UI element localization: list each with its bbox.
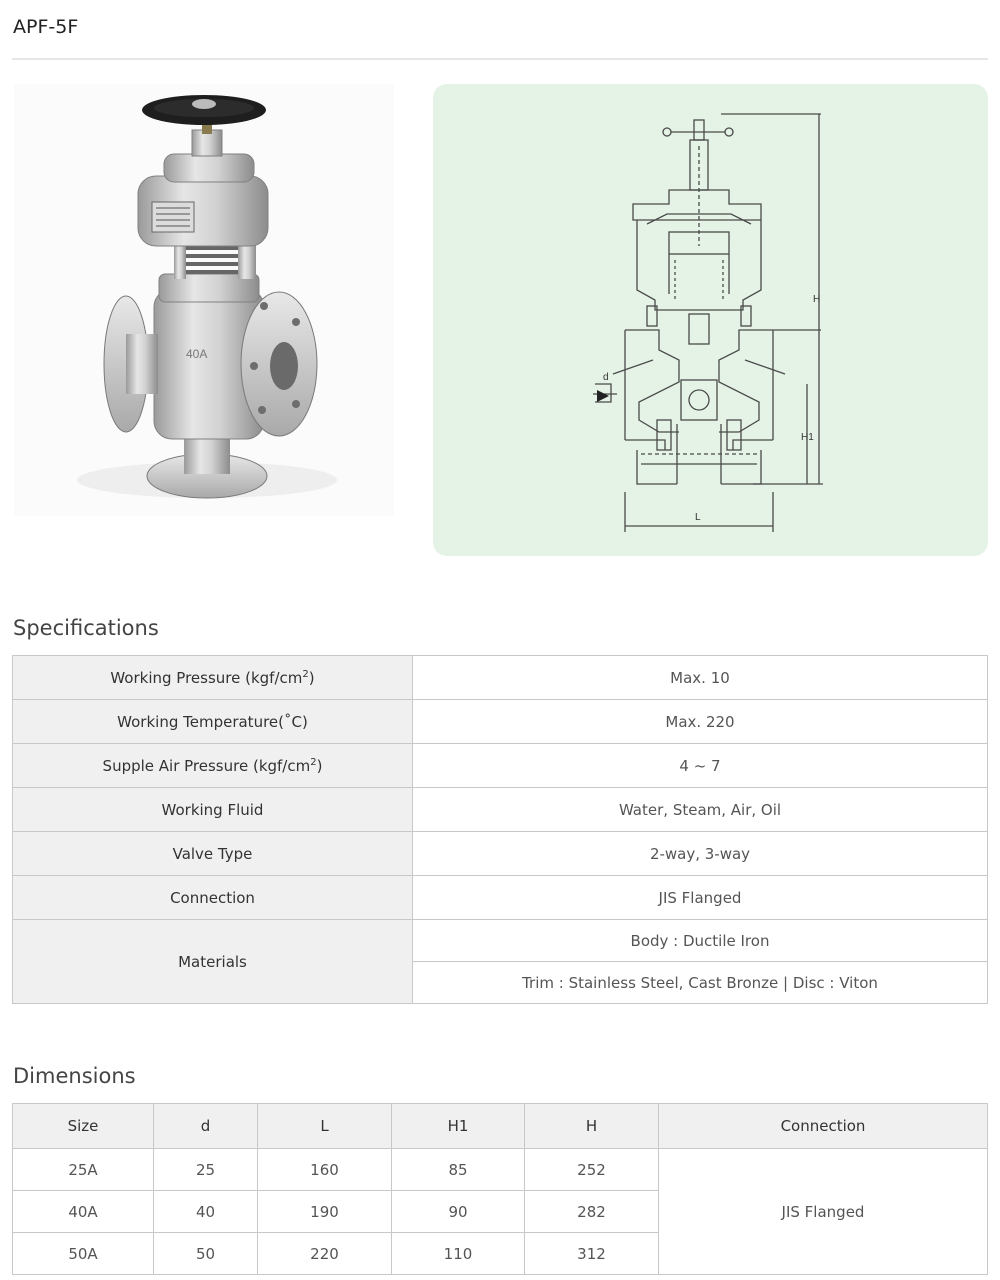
technical-drawing-panel xyxy=(433,84,988,556)
spec-label: Working Pressure $(kgf/cm^2)$ xyxy=(13,656,413,700)
table-cell: 190 xyxy=(258,1191,392,1233)
dimensions-table xyxy=(12,1103,988,1275)
table-header-row xyxy=(13,1104,988,1149)
dimension-label-d: d xyxy=(603,372,609,383)
table-cell: 110 xyxy=(392,1233,525,1275)
column-header-h: H xyxy=(525,1104,659,1149)
photo-plate-text: 40A xyxy=(186,347,208,361)
flow-arrow-icon xyxy=(597,390,609,402)
spec-value: 2-way, 3-way xyxy=(413,832,988,876)
table-cell: 40A xyxy=(13,1191,154,1233)
column-header-d: d xyxy=(154,1104,258,1149)
table-cell: 282 xyxy=(525,1191,659,1233)
dimension-label-l: L xyxy=(695,512,701,523)
spec-value: 4 ~ 7 xyxy=(413,744,988,788)
table-cell: 40 xyxy=(154,1191,258,1233)
spec-value: Max. 220 xyxy=(413,700,988,744)
table-cell: 252 xyxy=(525,1149,659,1191)
table-row xyxy=(13,1149,988,1191)
column-header-h1: H1 xyxy=(392,1104,525,1149)
spec-value: JIS Flanged xyxy=(413,876,988,920)
table-row xyxy=(13,744,988,788)
dimensions-heading: Dimensions xyxy=(13,1064,136,1088)
specifications-table xyxy=(12,655,988,1004)
table-cell: 85 xyxy=(392,1149,525,1191)
table-cell: 160 xyxy=(258,1149,392,1191)
table-cell: 50 xyxy=(154,1233,258,1275)
table-cell: 50A xyxy=(13,1233,154,1275)
specifications-heading: Specifications xyxy=(13,616,159,640)
table-cell: 90 xyxy=(392,1191,525,1233)
spec-label: Working Temperature(˚C) xyxy=(13,700,413,744)
spec-label-materials: Materials xyxy=(13,920,413,1004)
valve-section-drawing xyxy=(433,84,988,556)
valve-photo-illustration xyxy=(14,84,394,516)
spec-label: Connection xyxy=(13,876,413,920)
title-divider xyxy=(12,58,988,60)
table-cell: 312 xyxy=(525,1233,659,1275)
spec-value-materials-trim: Trim : Stainless Steel, Cast Bronze | Disc : Viton xyxy=(413,962,988,1004)
spec-label: Supple Air Pressure $(kgf/cm^2)$ xyxy=(13,744,413,788)
table-row xyxy=(13,920,988,962)
dimension-label-h: H xyxy=(813,294,821,305)
column-header-l: L xyxy=(258,1104,392,1149)
table-cell: 25A xyxy=(13,1149,154,1191)
spec-value-materials-body: Body : Ductile Iron xyxy=(413,920,988,962)
table-row xyxy=(13,876,988,920)
table-row xyxy=(13,656,988,700)
product-photo xyxy=(14,84,394,516)
spec-label: Working Fluid xyxy=(13,788,413,832)
column-header-size: Size xyxy=(13,1104,154,1149)
connection-cell: JIS Flanged xyxy=(659,1149,988,1275)
table-cell: 220 xyxy=(258,1233,392,1275)
dimension-label-h1: H1 xyxy=(801,432,814,443)
table-row xyxy=(13,700,988,744)
table-row xyxy=(13,788,988,832)
spec-value: Water, Steam, Air, Oil xyxy=(413,788,988,832)
spec-value: Max. 10 xyxy=(413,656,988,700)
table-row xyxy=(13,832,988,876)
spec-label: Valve Type xyxy=(13,832,413,876)
table-cell: 25 xyxy=(154,1149,258,1191)
column-header-connection: Connection xyxy=(659,1104,988,1149)
page-title: APF-5F xyxy=(13,16,79,38)
